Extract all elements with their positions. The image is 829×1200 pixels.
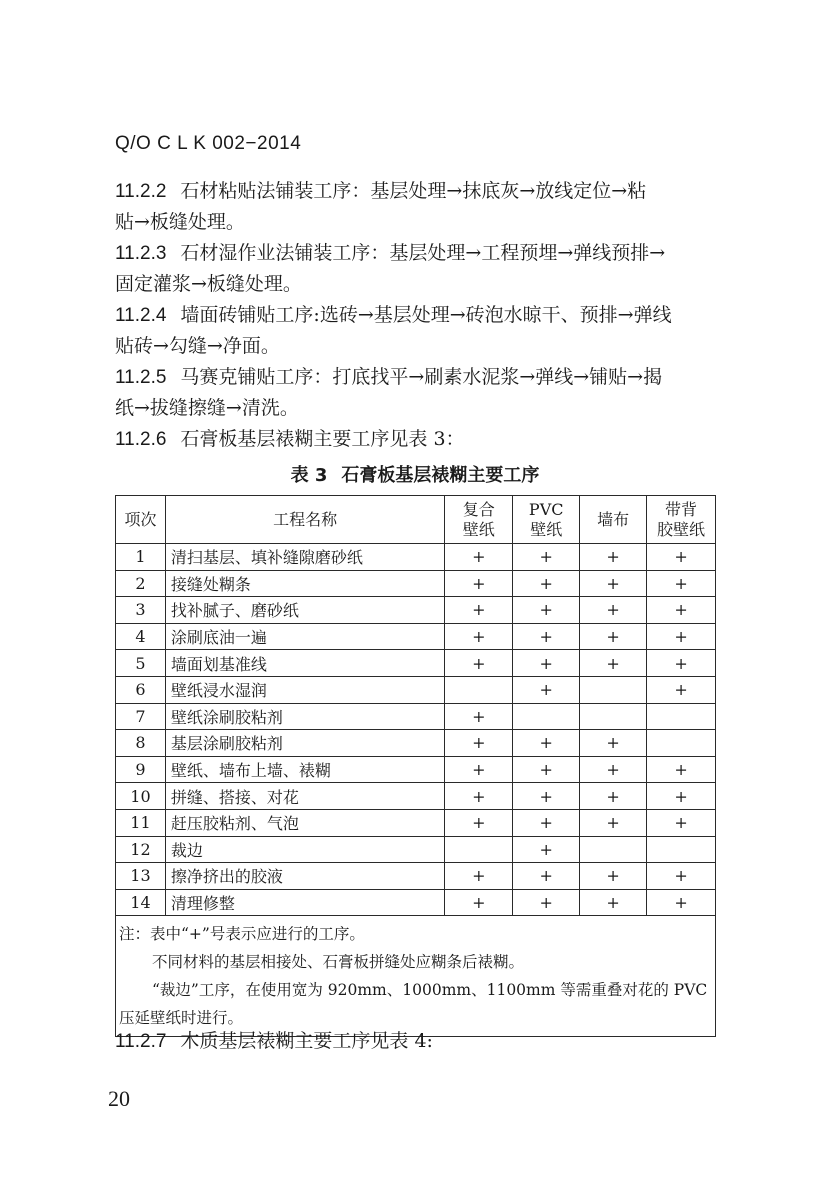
item-number-cell: 4 (116, 623, 166, 650)
clause-text: 石膏板基层裱糊主要工序见表 3： (180, 428, 465, 450)
table-row (116, 623, 716, 650)
item-number-cell: 2 (116, 570, 166, 597)
process-table (115, 495, 716, 1037)
work-name-cell: 清扫基层、填补缝隙磨砂纸 (165, 544, 444, 571)
item-number-cell: 10 (116, 783, 166, 810)
clause-11-2-3 (115, 238, 717, 269)
work-name-cell: 找补腻子、磨砂纸 (165, 597, 444, 624)
item-number-cell: 6 (116, 676, 166, 703)
document-code-header: Q/O C L K 002−2014 (115, 133, 302, 154)
header-wall-cloth: 墙布 (580, 496, 647, 544)
work-name-cell: 涂刷底油一遍 (165, 623, 444, 650)
table-number: 表 3 (290, 465, 328, 486)
wall-cloth-cell (580, 836, 647, 863)
work-name-cell: 拼缝、搭接、对花 (165, 783, 444, 810)
table-row (116, 889, 716, 916)
clause-11-2-6 (115, 424, 717, 455)
clause-number: 11.2.6 (115, 429, 167, 450)
wall-cloth-cell: + (580, 544, 647, 571)
header-adhesive-backed-wallpaper: 带背 胶壁纸 (647, 496, 716, 544)
table-row (116, 544, 716, 571)
table-row (116, 863, 716, 890)
work-name-cell: 壁纸、墙布上墙、裱糊 (165, 756, 444, 783)
clause-number: 11.2.2 (115, 181, 167, 202)
table-row (116, 676, 716, 703)
item-number-cell: 8 (116, 730, 166, 757)
pvc-wallpaper-cell: + (513, 730, 580, 757)
clause-text: 石材湿作业法铺装工序：基层处理→工程预埋→弹线预排→ (180, 242, 666, 264)
clause-11-2-2 (115, 176, 717, 207)
table-row (116, 597, 716, 624)
work-name-cell: 壁纸浸水湿润 (165, 676, 444, 703)
header-pvc-wallpaper: PVC 壁纸 (513, 496, 580, 544)
work-name-cell: 裁边 (165, 836, 444, 863)
pvc-wallpaper-cell: + (513, 544, 580, 571)
table-note-row (116, 916, 716, 1037)
composite-wallpaper-cell: + (445, 783, 513, 810)
composite-wallpaper-cell: + (445, 809, 513, 836)
header-item-no: 项次 (116, 496, 166, 544)
note-line: 不同材料的基层相接处、石膏板拼缝处应糊条后裱糊。 (152, 953, 525, 972)
composite-wallpaper-cell: + (445, 889, 513, 916)
wall-cloth-cell: + (580, 783, 647, 810)
table-row (116, 809, 716, 836)
clause-text: 石材粘贴法铺装工序：基层处理→抹底灰→放线定位→粘 (180, 180, 647, 202)
item-number-cell: 7 (116, 703, 166, 730)
composite-wallpaper-cell: + (445, 544, 513, 571)
adhesive-wallpaper-cell: + (647, 650, 716, 677)
table-row (116, 703, 716, 730)
clause-text: 木质基层裱糊主要工序见表 4: (180, 1030, 433, 1052)
table-title (115, 461, 715, 487)
item-number-cell: 3 (116, 597, 166, 624)
adhesive-wallpaper-cell: + (647, 570, 716, 597)
item-number-cell: 11 (116, 809, 166, 836)
work-name-cell: 墙面划基准线 (165, 650, 444, 677)
composite-wallpaper-cell: + (445, 650, 513, 677)
adhesive-wallpaper-cell: + (647, 544, 716, 571)
wall-cloth-cell: + (580, 570, 647, 597)
adhesive-wallpaper-cell: + (647, 809, 716, 836)
adhesive-wallpaper-cell (647, 730, 716, 757)
adhesive-wallpaper-cell: + (647, 623, 716, 650)
clause-number: 11.2.4 (115, 305, 167, 326)
item-number-cell: 12 (116, 836, 166, 863)
adhesive-wallpaper-cell: + (647, 783, 716, 810)
item-number-cell: 5 (116, 650, 166, 677)
composite-wallpaper-cell: + (445, 730, 513, 757)
pvc-wallpaper-cell: + (513, 570, 580, 597)
table-body (116, 544, 716, 916)
wall-cloth-cell: + (580, 623, 647, 650)
clause-number: 11.2.3 (115, 243, 167, 264)
item-number-cell: 9 (116, 756, 166, 783)
item-number-cell: 13 (116, 863, 166, 890)
adhesive-wallpaper-cell: + (647, 597, 716, 624)
work-name-cell: 基层涂刷胶粘剂 (165, 730, 444, 757)
wall-cloth-cell (580, 676, 647, 703)
clause-text: 马赛克铺贴工序：打底找平→刷素水泥浆→弹线→铺贴→揭 (180, 366, 663, 388)
note-line: 压延壁纸时进行。 (119, 1009, 244, 1028)
pvc-wallpaper-cell: + (513, 863, 580, 890)
table-row (116, 730, 716, 757)
table-title-text: 石膏板基层裱糊主要工序 (341, 465, 540, 486)
adhesive-wallpaper-cell (647, 836, 716, 863)
table-note (116, 916, 716, 1037)
wall-cloth-cell (580, 703, 647, 730)
composite-wallpaper-cell: + (445, 863, 513, 890)
wall-cloth-cell: + (580, 809, 647, 836)
adhesive-wallpaper-cell: + (647, 863, 716, 890)
composite-wallpaper-cell (445, 676, 513, 703)
pvc-wallpaper-cell: + (513, 889, 580, 916)
clause-continuation: 纸→拔缝擦缝→清洗。 (115, 397, 299, 419)
wall-cloth-cell: + (580, 650, 647, 677)
note-line: 注：表中“+”号表示应进行的工序。 (119, 925, 365, 944)
wall-cloth-cell: + (580, 597, 647, 624)
work-name-cell: 接缝处糊条 (165, 570, 444, 597)
header-composite-wallpaper: 复合 壁纸 (445, 496, 513, 544)
clause-continuation: 贴砖→勾缝→净面。 (115, 335, 280, 357)
adhesive-wallpaper-cell (647, 703, 716, 730)
pvc-wallpaper-cell: + (513, 783, 580, 810)
wall-cloth-cell: + (580, 730, 647, 757)
pvc-wallpaper-cell: + (513, 650, 580, 677)
table-row (116, 570, 716, 597)
table-header-row (116, 496, 716, 544)
composite-wallpaper-cell: + (445, 703, 513, 730)
item-number-cell: 14 (116, 889, 166, 916)
work-name-cell: 擦净挤出的胶液 (165, 863, 444, 890)
clause-list (115, 176, 717, 455)
clause-number: 11.2.7 (115, 1031, 167, 1052)
table-row (116, 650, 716, 677)
clause-11-2-5 (115, 362, 717, 393)
adhesive-wallpaper-cell: + (647, 756, 716, 783)
adhesive-wallpaper-cell: + (647, 889, 716, 916)
note-line: “裁边”工序，在使用宽为 920mm、1000mm、1100mm 等需重叠对花的 PVC (152, 981, 708, 1000)
pvc-wallpaper-cell: + (513, 623, 580, 650)
table-row (116, 783, 716, 810)
adhesive-wallpaper-cell: + (647, 676, 716, 703)
page-number: 20 (108, 1086, 130, 1111)
wall-cloth-cell: + (580, 756, 647, 783)
table-row (116, 836, 716, 863)
pvc-wallpaper-cell: + (513, 836, 580, 863)
clause-11-2-7 (115, 1026, 433, 1053)
pvc-wallpaper-cell: + (513, 676, 580, 703)
clause-11-2-4 (115, 300, 717, 331)
composite-wallpaper-cell (445, 836, 513, 863)
composite-wallpaper-cell: + (445, 570, 513, 597)
pvc-wallpaper-cell: + (513, 756, 580, 783)
pvc-wallpaper-cell (513, 703, 580, 730)
work-name-cell: 清理修整 (165, 889, 444, 916)
pvc-wallpaper-cell: + (513, 809, 580, 836)
composite-wallpaper-cell: + (445, 623, 513, 650)
composite-wallpaper-cell: + (445, 756, 513, 783)
clause-continuation: 固定灌浆→板缝处理。 (115, 273, 302, 295)
pvc-wallpaper-cell: + (513, 597, 580, 624)
composite-wallpaper-cell: + (445, 597, 513, 624)
work-name-cell: 赶压胶粘剂、气泡 (165, 809, 444, 836)
clause-number: 11.2.5 (115, 367, 167, 388)
header-work-name: 工程名称 (165, 496, 444, 544)
clause-continuation: 贴→板缝处理。 (115, 211, 245, 233)
table-row (116, 756, 716, 783)
work-name-cell: 壁纸涂刷胶粘剂 (165, 703, 444, 730)
wall-cloth-cell: + (580, 889, 647, 916)
wall-cloth-cell: + (580, 863, 647, 890)
item-number-cell: 1 (116, 544, 166, 571)
clause-text: 墙面砖铺贴工序:选砖→基层处理→砖泡水晾干、预排→弹线 (180, 304, 672, 326)
